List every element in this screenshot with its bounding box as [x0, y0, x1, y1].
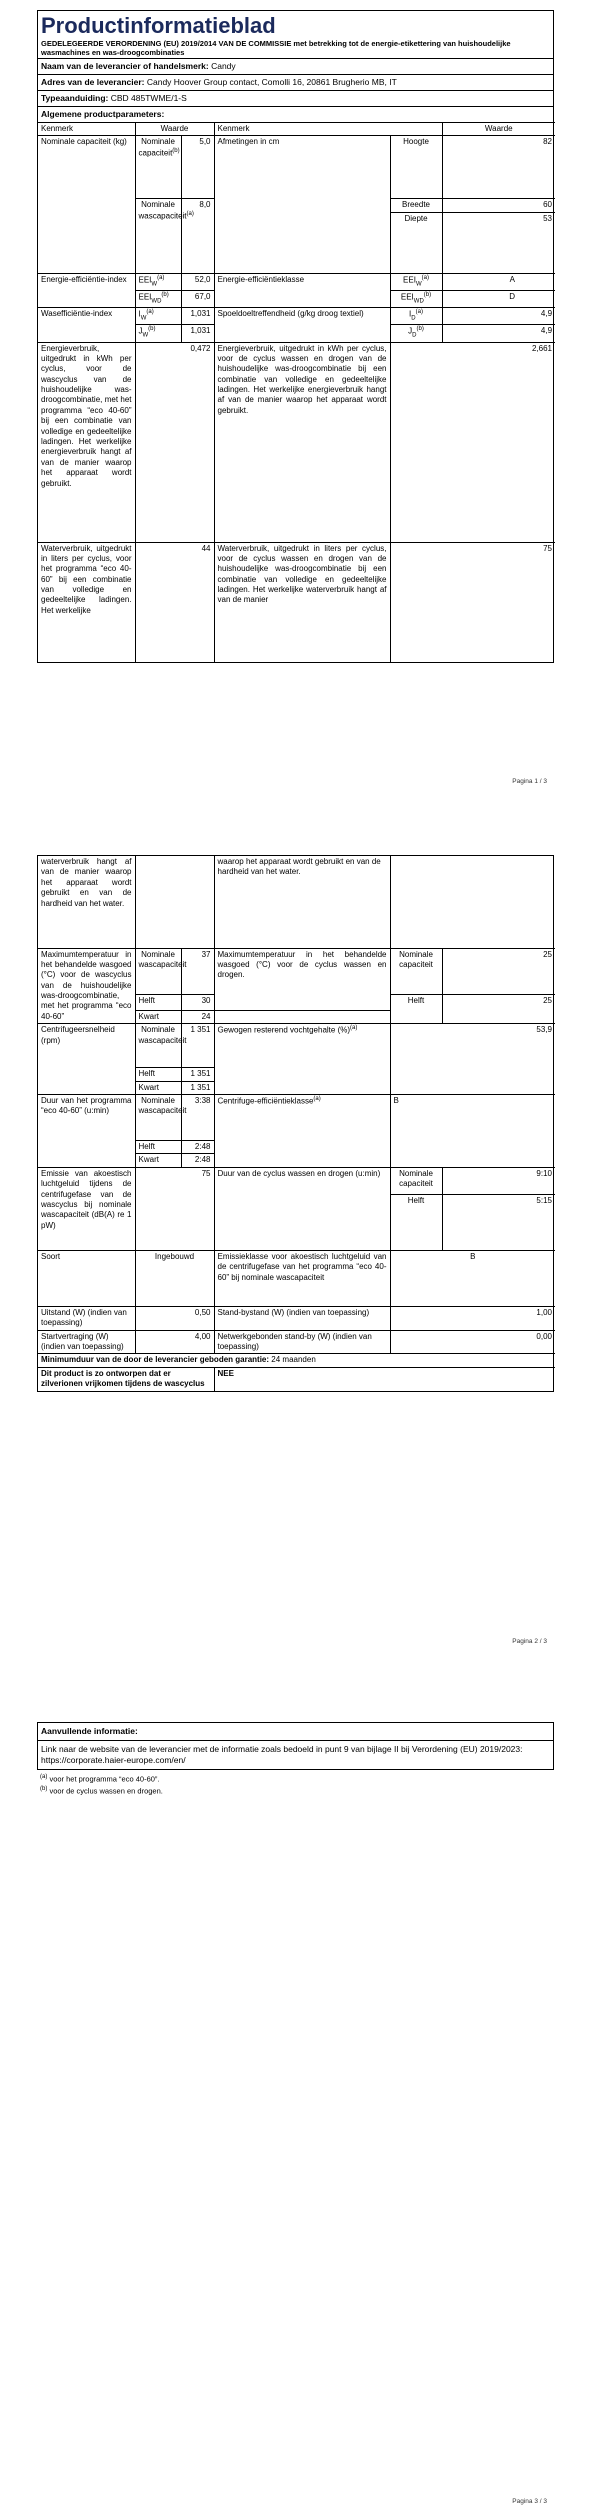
- eec-wd-value: D: [442, 291, 555, 308]
- duration-half-value: 2:48: [181, 1141, 214, 1154]
- spin-quarter-label: Kwart: [135, 1081, 181, 1094]
- eei-w-value: 52,0: [181, 274, 214, 291]
- rinse-label: Spoeldoeltreffendheid (g/kg droog textiel): [214, 308, 390, 342]
- eec-w-label: $EEI_W^{(a)}$: [390, 274, 442, 291]
- duration-wd-label: Duur van de cyclus wassen en drogen (u:min): [214, 1167, 390, 1250]
- page-3: [0, 1722, 591, 2510]
- model-label: Typeaanduiding:: [41, 92, 109, 103]
- water-wash-cont: waterverbruik hangt af van de manier waarop het apparaat wordt gebruikt en van de hardheid van het water.: [38, 856, 135, 948]
- duration-quarter-label: Kwart: [135, 1154, 181, 1167]
- max-temp-wd-half-value: 25: [442, 994, 555, 1024]
- eec-w-value: A: [442, 274, 555, 291]
- type-label: Soort: [38, 1250, 135, 1306]
- eec-wd-label: $EEI_{WD}^{(b)}$: [390, 291, 442, 308]
- width-label: Breedte: [390, 199, 442, 213]
- width-value: 60: [442, 199, 555, 213]
- page-1-sheet: [37, 10, 554, 663]
- energy-wash-label: Energieverbruik, uitgedrukt in kWh per cyclus, voor de wascyclus van de huishoudelijke was-droogcombinatie, met het programma “eco 40-60” bij een combinatie van volledige en gedeeltelijke ladingen. Het werkelijke energieverbruik hangt af van de manier waarop het apparaat wordt gebruikt.: [38, 342, 135, 542]
- guarantee-row: [38, 1354, 555, 1367]
- supplier-website-info: Link naar de website van de leverancier met de informatie zoals bedoeld in punt 9 van bijlage II bij Verordening (EU) 2019/2023: https://corporate.haier-europe.com/en/: [41, 1744, 523, 1766]
- supplier-name-value: Candy: [211, 60, 236, 71]
- duration-half-label: Helft: [135, 1141, 181, 1154]
- iw-value: 1,031: [181, 308, 214, 325]
- noise-label: Emissie van akoestisch luchtgeluid tijdens de centrifugefase van de wascyclus bij nominale wascapaciteit (dB(A) re 1 pW): [38, 1167, 135, 1250]
- page-number-3: Pagina 3 / 3: [512, 2498, 547, 2505]
- max-temp-half-value: 30: [181, 994, 214, 1010]
- wash-efficiency-label: Wasefficiëntie-index: [38, 308, 135, 342]
- supplier-address-row: [38, 75, 553, 90]
- water-wd-cont-value: [390, 856, 555, 948]
- energy-wd-label: Energieverbruik, uitgedrukt in kWh per cyclus, voor de cyclus wassen en drogen van de huishoudelijke was-droogcombinatie bij een combinatie van volledige en gedeeltelijke ladingen. Het werkelijke energieverbruik hangt af van de manier waarop het apparaat wordt gebruikt.: [214, 342, 390, 542]
- supplier-name-label: Naam van de leverancier of handelsmerk:: [41, 60, 209, 71]
- max-temp-wd-nom-value: 25: [442, 948, 555, 994]
- energy-wash-value: 0,472: [135, 342, 214, 542]
- eec-label: Energie-efficiëntieklasse: [214, 274, 390, 308]
- max-temp-nom-label: Nominale wascapaciteit: [135, 948, 181, 994]
- iw-label: $I_W^{(a)}$: [135, 308, 181, 325]
- nominal-capacity-label: Nominale capaciteit (kg): [38, 136, 135, 274]
- water-wd-value: 75: [390, 542, 555, 662]
- noise-class-label: Emissieklasse voor akoestisch luchtgeluid van de centrifugefase van het programma “eco 40-60” bij nominale wascapaciteit: [214, 1250, 390, 1306]
- page-title: Productinformatieblad: [41, 13, 276, 38]
- header-waarde-1: Waarde: [135, 122, 214, 135]
- eei-w-label: $EEI_W^{(a)}$: [135, 274, 181, 291]
- page-number-2: Pagina 2 / 3: [512, 1638, 547, 1645]
- spin-speed-label: Centrifugeersnelheid (rpm): [38, 1024, 135, 1095]
- max-temp-label: Maximumtemperatuur in het behandelde wasgoed (°C) voor de wascyclus van de huishoudelijke was-droogcombinatie, met het programma “eco 40-60”: [38, 948, 135, 1024]
- spin-half-label: Helft: [135, 1068, 181, 1081]
- header-kenmerk-2: Kenmerk: [214, 122, 442, 135]
- jd-label: $J_D^{(b)}$: [390, 325, 442, 342]
- regulation-text: GEDELEGEERDE VERORDENING (EU) 2019/2014 VAN DE COMMISSIE met betrekking tot de energie-etikettering van huishoudelijke wasmachines en was-droogcombinaties: [41, 39, 511, 58]
- spin-class-value: B: [390, 1095, 555, 1168]
- model-row: [38, 91, 553, 106]
- general-params-heading: Algemene productparameters:: [41, 108, 165, 119]
- max-temp-wd-label: Maximumtemperatuur in het behandelde wasgoed (°C) voor de cyclus wassen en drogen.: [214, 948, 390, 1010]
- params-table-p1: [38, 122, 555, 662]
- standby-label: Stand-bystand (W) (indien van toepassing): [214, 1306, 390, 1330]
- page-number-1: Pagina 1 / 3: [512, 778, 547, 785]
- off-mode-label: Uitstand (W) (indien van toepassing): [38, 1306, 135, 1330]
- duration-quarter-value: 2:48: [181, 1154, 214, 1167]
- depth-value: 53: [442, 213, 555, 274]
- delay-start-label: Startvertraging (W) (indien van toepassing): [38, 1330, 135, 1354]
- spin-half-value: 1 351: [181, 1068, 214, 1081]
- delay-start-value: 4,00: [135, 1330, 214, 1354]
- id-label: $I_D^{(a)}$: [390, 308, 442, 325]
- max-temp-half-label: Helft: [135, 994, 181, 1010]
- nominal-capacity-sub: Nominale capaciteit$^{(b)}$: [135, 136, 181, 199]
- energy-wd-value: 2,661: [390, 342, 555, 542]
- jd-value: 4,9: [442, 325, 555, 342]
- spin-quarter-value: 1 351: [181, 1081, 214, 1094]
- nominal-capacity-wd-value: 5,0: [181, 136, 214, 199]
- extra-info-heading: Aanvullende informatie:: [41, 1726, 138, 1736]
- eei-wd-value: 67,0: [181, 291, 214, 308]
- max-temp-wd-half-label: Helft: [390, 994, 442, 1024]
- jw-value: 1,031: [181, 325, 214, 342]
- footnote-a: $^{(a)}$ voor het programma “eco 40-60”.: [40, 1774, 160, 1784]
- duration-label: Duur van het programma “eco 40-60” (u:min): [38, 1095, 135, 1168]
- max-temp-quarter-value: 24: [181, 1010, 214, 1023]
- duration-wd-nom-value: 9:10: [442, 1167, 555, 1194]
- page-2-sheet: [37, 855, 554, 1392]
- spin-nom-value: 1 351: [181, 1024, 214, 1068]
- network-standby-label: Netwerkgebonden stand-by (W) (indien van toepassing): [214, 1330, 390, 1354]
- silver-ions-value: NEE: [214, 1367, 555, 1390]
- type-value: Ingebouwd: [135, 1250, 214, 1306]
- nominal-wash-capacity-value: 8,0: [181, 199, 214, 274]
- moisture-value: 53,9: [390, 1024, 555, 1095]
- height-label: Hoogte: [390, 136, 442, 199]
- eei-label: Energie-efficiëntie-index: [38, 274, 135, 308]
- spin-class-label: Centrifuge-efficiëntieklasse$^{(a)}$: [214, 1095, 390, 1168]
- height-value: 82: [442, 136, 555, 199]
- water-wd-label: Waterverbruik, uitgedrukt in liters per cyclus, voor de cyclus wassen en drogen van de huishoudelijke was-droogcombinatie bij een combinatie van volledige en gedeeltelijke ladingen. Het werkelijke waterverbruik hangt af van de manier: [214, 542, 390, 662]
- water-wash-value: 44: [135, 542, 214, 662]
- jw-label: $J_W^{(b)}$: [135, 325, 181, 342]
- dimensions-label: Afmetingen in cm: [214, 136, 390, 274]
- depth-label: Diepte: [390, 213, 442, 274]
- supplier-address-label: Adres van de leverancier:: [41, 76, 145, 87]
- max-temp-quarter-label: Kwart: [135, 1010, 181, 1023]
- network-standby-value: 0,00: [390, 1330, 555, 1354]
- moisture-label: Gewogen resterend vochtgehalte (%)$^{(a)}$: [214, 1024, 390, 1095]
- duration-wd-nom-label: Nominale capaciteit: [390, 1167, 442, 1194]
- duration-nom-label: Nominale wascapaciteit: [135, 1095, 181, 1141]
- water-wash-cont-value: [135, 856, 214, 948]
- id-value: 4,9: [442, 308, 555, 325]
- supplier-address-value: Candy Hoover Group contact, Comolli 16, 20861 Brugherio MB, IT: [146, 76, 397, 87]
- max-temp-wd-spacer: [214, 1010, 390, 1023]
- water-wd-cont: waarop het apparaat wordt gebruikt en van de hardheid van het water.: [214, 856, 390, 948]
- eei-wd-label: $EEI_{WD}^{(b)}$: [135, 291, 181, 308]
- spin-nom-label: Nominale wascapaciteit: [135, 1024, 181, 1068]
- footnote-b: $^{(b)}$ voor de cyclus wassen en drogen.: [40, 1786, 163, 1796]
- water-wash-label: Waterverbruik, uitgedrukt in liters per cyclus, voor het programma “eco 40-60” bij een combinatie van volledige en gedeeltelijke ladingen. Het werkelijke: [38, 542, 135, 662]
- nominal-wash-capacity-sub: Nominale wascapaciteit$^{(a)}$: [135, 199, 181, 274]
- header-kenmerk-1: Kenmerk: [38, 122, 135, 135]
- max-temp-nom-value: 37: [181, 948, 214, 994]
- max-temp-wd-nom-label: Nominale capaciteit: [390, 948, 442, 994]
- params-table-p2: [38, 856, 555, 1391]
- duration-nom-value: 3:38: [181, 1095, 214, 1141]
- supplier-name-row: [38, 59, 553, 74]
- silver-ions-label: Dit product is zo ontworpen dat er zilverionen vrijkomen tijdens de wascyclus: [38, 1367, 214, 1390]
- duration-wd-half-label: Helft: [390, 1194, 442, 1250]
- off-mode-value: 0,50: [135, 1306, 214, 1330]
- duration-wd-half-value: 5:15: [442, 1194, 555, 1250]
- model-value: CBD 485TWME/1-S: [110, 92, 187, 103]
- header-waarde-2: Waarde: [442, 122, 555, 135]
- noise-value: 75: [135, 1167, 214, 1250]
- guarantee-value: 24 maanden: [271, 1355, 316, 1365]
- page-1: [0, 0, 591, 790]
- standby-value: 1,00: [390, 1306, 555, 1330]
- page-3-sheet: [37, 1722, 554, 1770]
- noise-class-value: B: [390, 1250, 555, 1306]
- guarantee-label: Minimumduur van de door de leverancier geboden garantie:: [41, 1355, 270, 1365]
- page-2: [0, 855, 591, 1675]
